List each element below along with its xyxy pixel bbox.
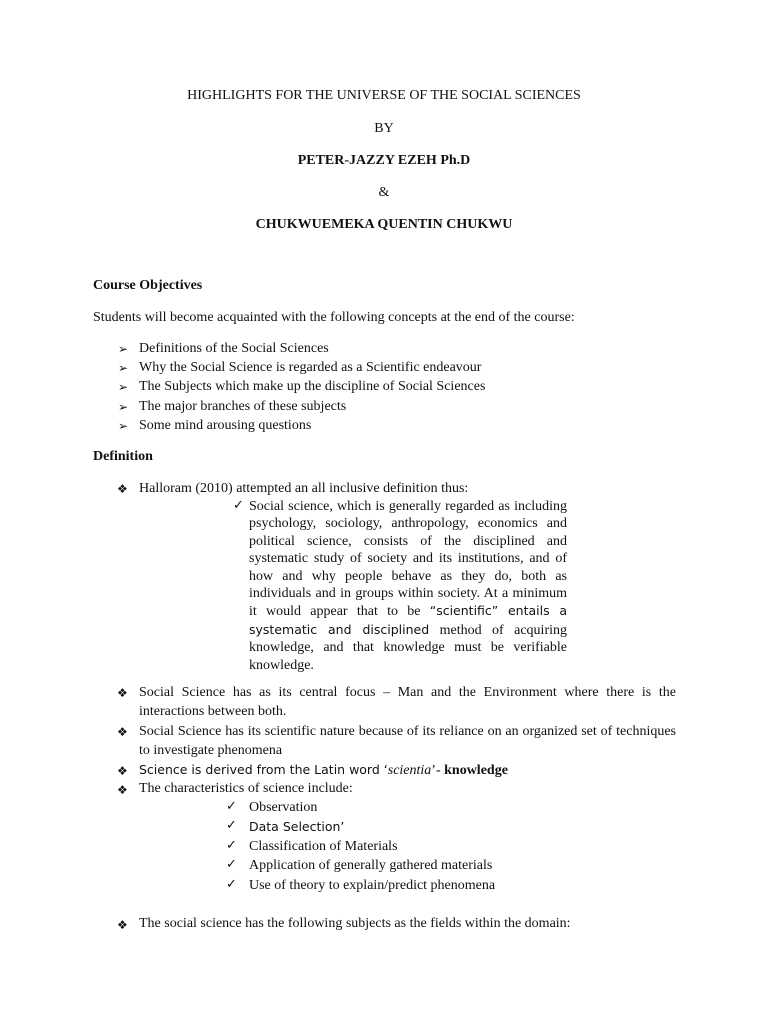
objectives-heading: Course Objectives — [93, 278, 203, 293]
checkmark-icon: ✓ — [226, 857, 237, 872]
list-item: The major branches of these subjects — [139, 399, 347, 414]
characteristics-intro: The characteristics of science include: — [139, 781, 353, 796]
diamond-bullet-icon: ❖ — [117, 482, 128, 496]
list-item: Use of theory to explain/predict phenomena — [249, 878, 496, 893]
list-item: The Subjects which make up the discipline of Social Sciences — [139, 379, 486, 394]
scientific-nature-point: Social Science has its scientific nature because of its reliance on an organized set of techniques to investigate phenomena — [139, 724, 676, 758]
diamond-bullet-icon: ❖ — [117, 764, 128, 778]
checkmark-icon: ✓ — [226, 818, 237, 833]
list-item: Why the Social Science is regarded as a Scientific endeavour — [139, 360, 482, 375]
derivation-mid: ’- — [431, 763, 445, 778]
definition-quote — [249, 498, 567, 674]
arrow-bullet-icon: ➢ — [118, 361, 129, 375]
definition-heading: Definition — [93, 449, 153, 464]
author-2: CHUKWUEMEKA QUENTIN CHUKWU — [255, 217, 513, 232]
derivation-latin-word: scientia — [387, 763, 432, 778]
halloram-intro: Halloram (2010) attempted an all inclusive definition thus: — [139, 481, 469, 496]
diamond-bullet-icon: ❖ — [117, 725, 128, 739]
science-derivation-point — [139, 761, 508, 780]
arrow-bullet-icon: ➢ — [118, 400, 129, 414]
checkmark-icon: ✓ — [226, 799, 237, 814]
list-item: Data Selection’ — [249, 819, 345, 834]
objectives-intro: Students will become acquainted with the following concepts at the end of the course: — [93, 310, 575, 325]
list-item: Application of generally gathered materials — [249, 858, 493, 873]
arrow-bullet-icon: ➢ — [118, 380, 129, 394]
list-item: Classification of Materials — [249, 839, 398, 854]
checkmark-icon: ✓ — [233, 498, 244, 513]
ampersand: & — [378, 185, 390, 200]
derivation-meaning: knowledge — [444, 763, 508, 778]
list-item: Observation — [249, 800, 318, 815]
document-title: HIGHLIGHTS FOR THE UNIVERSE OF THE SOCIAL SCIENCES — [187, 88, 581, 103]
subjects-intro: The social science has the following subjects as the fields within the domain: — [139, 916, 571, 931]
arrow-bullet-icon: ➢ — [118, 419, 129, 433]
quote-text-3: method of acquiring knowledge, and that knowledge must be verifiable knowledge. — [249, 622, 567, 673]
diamond-bullet-icon: ❖ — [117, 686, 128, 700]
diamond-bullet-icon: ❖ — [117, 783, 128, 797]
list-item: Definitions of the Social Sciences — [139, 341, 329, 356]
list-item: Some mind arousing questions — [139, 418, 312, 433]
derivation-prefix: Science is derived from the Latin word ‘ — [139, 762, 388, 777]
by-label: BY — [374, 121, 394, 136]
quote-text-1: Social science, which is generally regarded as including psychology, sociology, anthropology, economics and political science, consists of the disciplined and systematic study of society and its institutions, and of how and why people behave as they do, both as individuals and in groups within society. At a minimum it would appear that to be — [249, 499, 567, 620]
diamond-bullet-icon: ❖ — [117, 918, 128, 932]
arrow-bullet-icon: ➢ — [118, 342, 129, 356]
author-1: PETER-JAZZY EZEH Ph.D — [297, 153, 471, 168]
checkmark-icon: ✓ — [226, 877, 237, 892]
checkmark-icon: ✓ — [226, 838, 237, 853]
central-focus-point: Social Science has as its central focus – Man and the Environment where there is the interactions between both. — [139, 685, 676, 719]
quote-text-2: “scientific” entails a systematic and disciplined — [249, 603, 568, 637]
